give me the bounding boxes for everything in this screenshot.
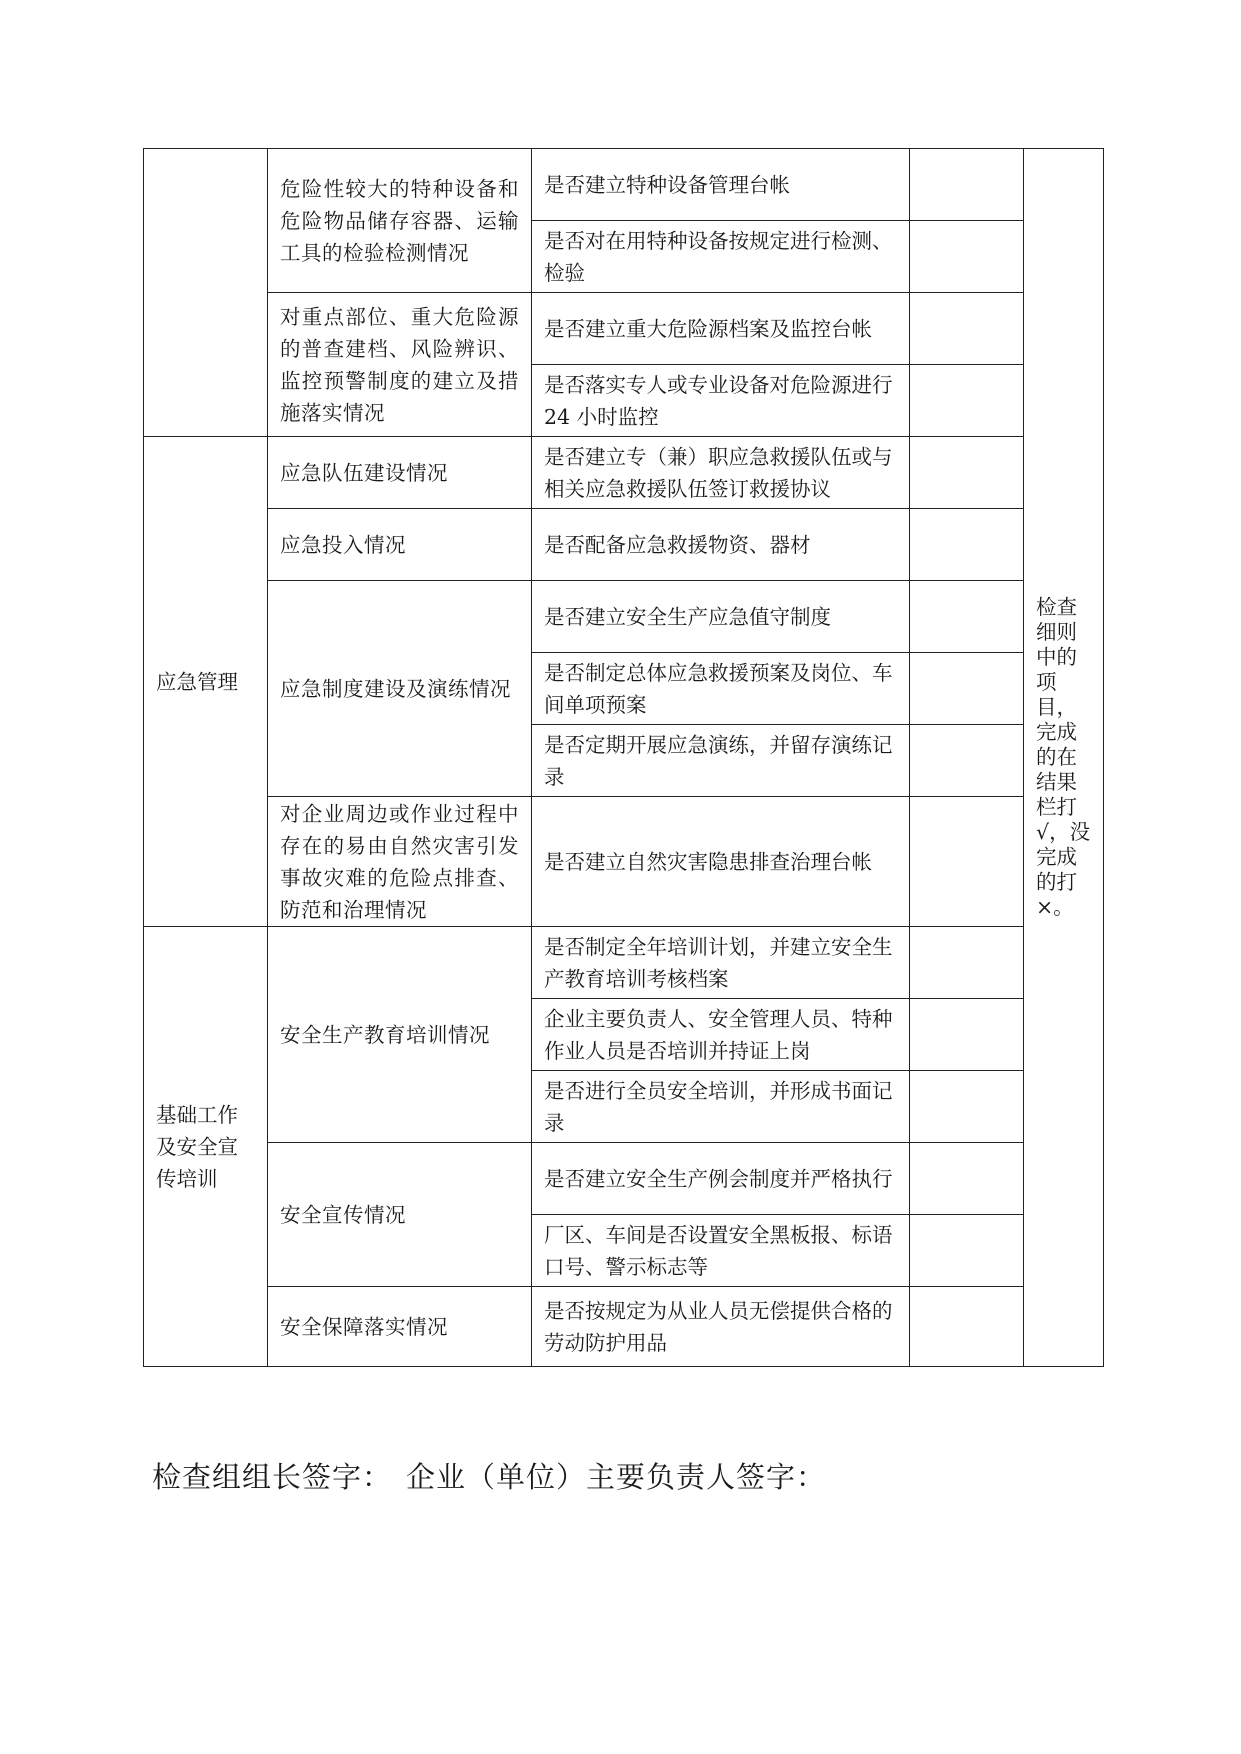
result-cell: [910, 221, 1024, 293]
criteria-cell: 是否建立安全生产例会制度并严格执行: [532, 1143, 910, 1215]
item-cell: 应急制度建设及演练情况: [268, 581, 532, 797]
result-cell: [910, 1215, 1024, 1287]
result-cell: [910, 509, 1024, 581]
criteria-cell: 是否建立安全生产应急值守制度: [532, 581, 910, 653]
criteria-cell: 是否建立特种设备管理台帐: [532, 149, 910, 221]
criteria-cell: 是否建立自然灾害隐患排查治理台帐: [532, 797, 910, 927]
result-cell: [910, 149, 1024, 221]
category-cell: 基础工作及安全宣传培训: [144, 927, 268, 1367]
leader-signature-label: 检查组组长签字：: [152, 1460, 393, 1494]
item-cell: 安全宣传情况: [268, 1143, 532, 1287]
criteria-cell: 是否按规定为从业人员无偿提供合格的劳动防护用品: [532, 1287, 910, 1367]
table-row: [144, 797, 1104, 927]
table-row: [144, 437, 1104, 509]
result-cell: [910, 927, 1024, 999]
result-cell: [910, 725, 1024, 797]
criteria-cell: 是否制定全年培训计划，并建立安全生产教育培训考核档案: [532, 927, 910, 999]
result-cell: [910, 1071, 1024, 1143]
result-cell: [910, 999, 1024, 1071]
table-row: [144, 1143, 1104, 1215]
enterprise-signature-label: 企业（单位）主要负责人签字：: [406, 1460, 827, 1494]
criteria-cell: 是否建立重大危险源档案及监控台帐: [532, 293, 910, 365]
category-cell: [144, 149, 268, 437]
result-cell: [910, 1287, 1024, 1367]
result-cell: [910, 1143, 1024, 1215]
criteria-cell: 是否进行全员安全培训，并形成书面记录: [532, 1071, 910, 1143]
result-cell: [910, 293, 1024, 365]
criteria-cell: 是否建立专（兼）职应急救援队伍或与相关应急救援队伍签订救援协议: [532, 437, 910, 509]
item-cell: 应急队伍建设情况: [268, 437, 532, 509]
table-row: [144, 927, 1104, 999]
table-row: [144, 581, 1104, 653]
table-row: [144, 1287, 1104, 1367]
item-cell: 对企业周边或作业过程中存在的易由自然灾害引发事故灾难的危险点排查、防范和治理情况: [268, 797, 532, 927]
result-cell: [910, 581, 1024, 653]
criteria-cell: 是否定期开展应急演练，并留存演练记录: [532, 725, 910, 797]
item-cell: 对重点部位、重大危险源的普查建档、风险辨识、监控预警制度的建立及措施落实情况: [268, 293, 532, 437]
inspection-table: [143, 148, 1104, 1367]
criteria-cell: 是否对在用特种设备按规定进行检测、检验: [532, 221, 910, 293]
criteria-cell: 企业主要负责人、安全管理人员、特种作业人员是否培训并持证上岗: [532, 999, 910, 1071]
result-cell: [910, 437, 1024, 509]
criteria-cell: 厂区、车间是否设置安全黑板报、标语口号、警示标志等: [532, 1215, 910, 1287]
category-cell: 应急管理: [144, 437, 268, 927]
table-row: [144, 149, 1104, 221]
item-cell: 安全生产教育培训情况: [268, 927, 532, 1143]
criteria-cell: 是否落实专人或专业设备对危险源进行 24 小时监控: [532, 365, 910, 437]
criteria-cell: 是否配备应急救援物资、器材: [532, 509, 910, 581]
item-cell: 应急投入情况: [268, 509, 532, 581]
result-cell: [910, 365, 1024, 437]
remark-cell: 检查细则中的项目，完成的在结果栏打√，没完成的打×。: [1024, 149, 1104, 1367]
result-cell: [910, 653, 1024, 725]
table-row: [144, 509, 1104, 581]
item-cell: 危险性较大的特种设备和危险物品储存容器、运输工具的检验检测情况: [268, 149, 532, 293]
item-cell: 安全保障落实情况: [268, 1287, 532, 1367]
result-cell: [910, 797, 1024, 927]
criteria-cell: 是否制定总体应急救援预案及岗位、车间单项预案: [532, 653, 910, 725]
signature-line: [152, 1455, 826, 1496]
table-row: [144, 293, 1104, 365]
